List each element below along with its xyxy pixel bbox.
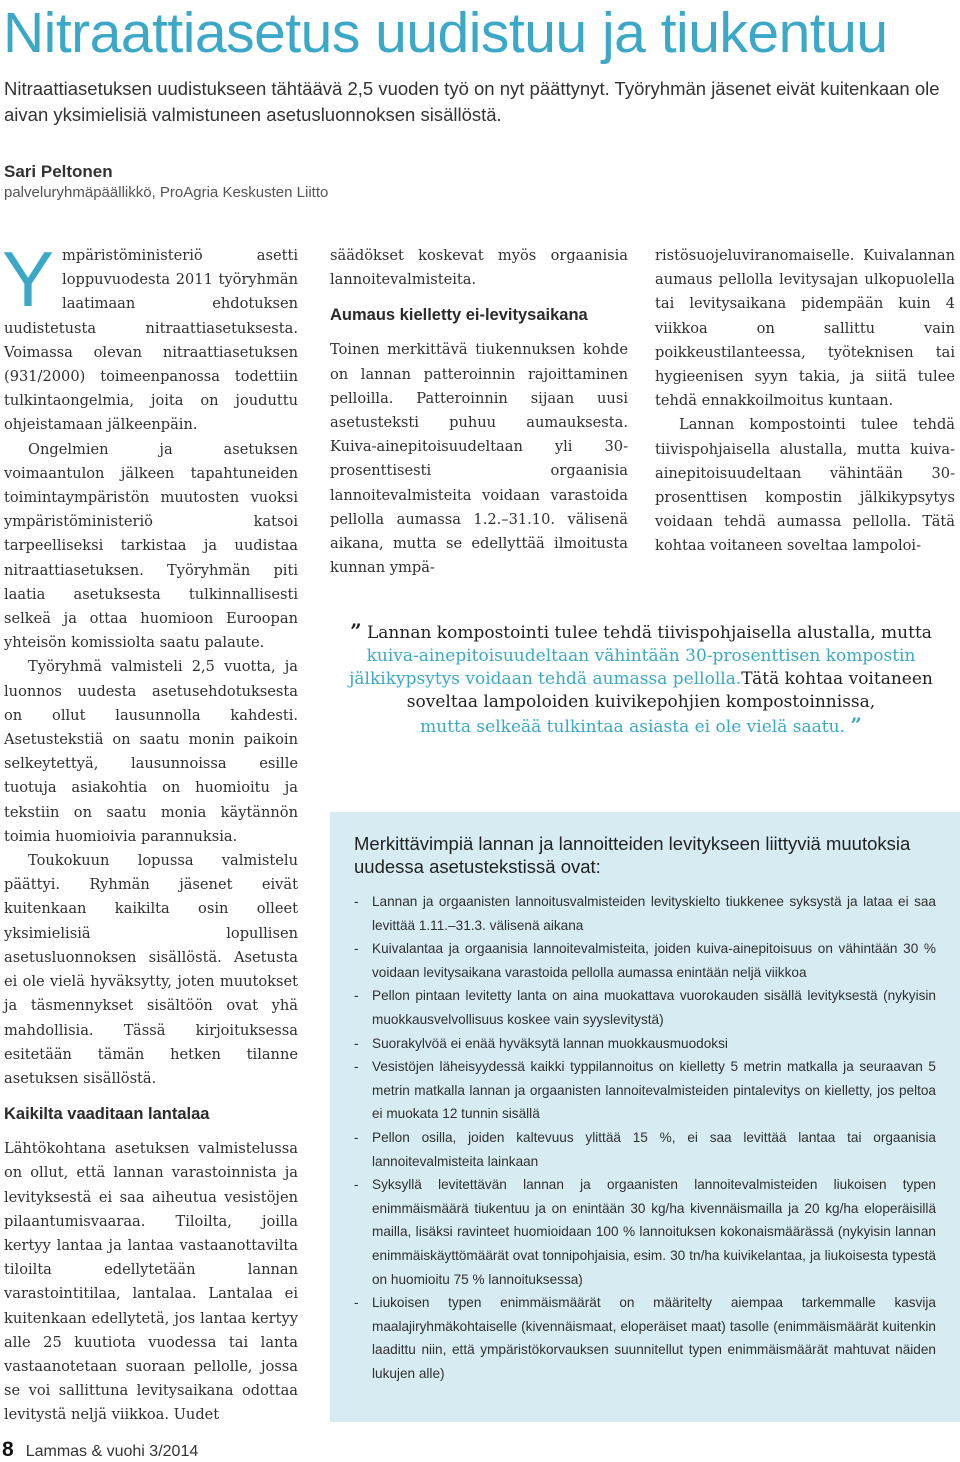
bullet-dash: - [354,941,359,957]
bullet-dash: - [354,1059,359,1075]
list-item-text: Vesistöjen läheisyydessä kaikki typpilannoitus on kielletty 5 metrin matkalla ja seuraavan 5 metrin matkalla lannan ja orgaanisten lannoitevalmisteiden pintalevitys on kielletty, jos peltoa ei muokata 12 tunnin sisällä [372,1059,936,1122]
bullet-dash: - [354,1177,359,1193]
body-paragraph [2,235,298,438]
list-item [352,1173,936,1291]
bullet-dash: - [354,1295,359,1311]
list-item [352,1291,936,1385]
open-quote-mark: ” [350,619,362,643]
list-item-text: Kuivalantaa ja orgaanisia lannoitevalmisteita, joiden kuiva-ainepitoisuus on vähintään 30 % voidaan levitysaikana varastoida pellolla aumassa enintään neljä viikkoa [372,941,936,980]
list-item [352,1055,936,1126]
list-item-text: Pellon pintaan levitetty lanta on aina muokattava vuorokauden sisällä levityksestä (nykyisin muokkausvelvollisuus koskee vain syyslevitystä) [372,988,936,1027]
list-item-text: Pellon osilla, joiden kaltevuus ylittää 15 %, ei saa levittää lantaa tai orgaanisia lannoitevalmisteita lainkaan [372,1129,936,1169]
page-number: 8 [2,1438,14,1461]
body-column-2 [330,244,628,580]
body-paragraph: Työryhmä valmisteli 2,5 vuotta, ja luonnos uudesta asetusehdotuksesta on ollut lausunnolla kahdesti. Asetustekstiä on saatu monin paikoin selkeytettyä, lausunnoissa esille tuotuja asiakohtia on huomioitu ja tekstiin on saatu monia käytännön toimia huomioivia parannuksia. [4,658,298,845]
bullet-dash: - [354,1129,359,1145]
close-quote-mark: ” [850,713,862,737]
body-paragraph-text: mpäristöministeriö asetti loppuvuodesta 2011 työryhmän laatimaan ehdotuksen uudistetusta nitraattiasetuksesta. Voimassa olevan nitraattiasetuksen (931/2000) toimeenpanossa todettiin tulkintaongelmia, joita on jouduttu ohjeistamaan jälkeenpäin. [4,247,298,434]
list-item-text: Suorakylvöä ei enää hyväksytä lannan muokkausmuodoksi [372,1035,728,1051]
list-item-text: Liukoisen typen enimmäismäärät on määritelty aiempaa tarkemmalle kasvija maalajiryhmäkohtaiselle (kivennäismaat, eloperäiset maat) tasolle (enimmäismäärät kuitenkin laadittu niin, että ympäristökorvauksen suunnitellut typen enimmäismäärät mahtuvat näiden lukujen alle) [372,1295,936,1381]
author-role: palveluryhmäpäällikkö, ProAgria Keskusten Liitto [4,184,329,201]
list-item [352,937,936,984]
bullet-dash: - [354,894,359,909]
body-paragraph: Lannan kompostointi tulee tehdä tiivispohjaisella alustalla, mutta kuiva-ainepitoisuudeltaan vähintään 30-prosenttisen kompostin jälkikypsytys voidaan tehdä aumassa pellolla. Tätä kohtaa voitaneen soveltaa lampoloi- [655,416,955,555]
pull-quote [336,620,946,739]
body-column-1 [2,235,298,1428]
drop-cap: Y [2,235,55,323]
list-item [352,1126,936,1173]
bullet-dash: - [354,1035,359,1051]
pull-quote-highlight: mutta selkeää tulkintaa asiasta ei ole vielä saatu. [420,717,845,737]
body-paragraph: Toinen merkittävä tiukennuksen kohde on lannan patteroinnin rajoittaminen pelloilla. Patteroinnin sijaan uusi asetusteksti puhuu aumauksesta. Kuiva-ainepitoisuudeltaan yli 30-prosenttisesti orgaanisia lannoitevalmisteita voidaan varastoida pellolla aumassa 1.2.–31.10. välisenä aikana, mutta se edellyttää ilmoitusta kunnan ympä- [330,341,628,577]
list-item-text: Syksyllä levitettävän lannan ja orgaanisten lannoitevalmisteiden liukoisen typen enimmäismäärä tiukentuu ja on enintään 30 kg/ha kivennäismailla ja 20 kg/ha eloperäisillä mailla, lisäksi ravinteet huomioidaan 100 % lannoituksen kokonaismäärässä (nykyisin lannan enimmäiskäyttömäärät ovat tonnipohjaisia, esim. 30 tn/ha kuivikelantaa, ja liukoisesta typestä on huomioitu 75 % lannoituksessa) [372,1177,936,1287]
pull-quote-text: Lannan kompostointi tulee tehdä tiivispohjaisella alustalla, [367,623,876,643]
list-item-text: Lannan ja orgaanisten lannoitusvalmisteiden levityskielto tiukkenee syksystä ja lataa ei saa levittää 1.11.–31.3. välisenä aikana [372,894,936,933]
pull-quote-highlight: kuiva-ainepitoisuudeltaan vähintään 30-prosenttisen kompostin jälkikypsytys voidaan tehdä aumassa pellolla. [349,646,916,689]
list-item [352,890,936,937]
body-paragraph: Lähtökohtana asetuksen valmistelussa on ollut, että lannan varastoinnista ja levityksestä ei saa aiheutua vesistöjen pilaantumisvaaraa. Tiloilta, joilla kertyy lantaa ja lantaa vastaanottavilta tiloilta edellytetään lannan varastointitilaa, lantalaa. Lantalaa ei kuitenkaan edellytetä, jos lantaa kertyy alle 25 kuutiota vuodessa tai lanta vastaanotetaan suoraan pellolle, jossa se voi sallittuna levitysaikana odottaa levitystä neljä viikkoa. Uudet [4,1140,298,1424]
body-paragraph: säädökset koskevat myös orgaanisia lannoitevalmisteita. [330,247,628,289]
info-box-title: Merkittävimpiä lannan ja lannoitteiden levitykseen liittyviä muutoksia uudessa asetustekstissä ovat: [354,833,911,877]
list-item [352,1032,936,1056]
body-paragraph: ristösuojeluviranomaiselle. Kuivalannan aumaus pellolla levitysajan ulkopuolella tai levitysaikana pidempään kuin 4 viikkoa on sallittu vain poikkeustilanteessa, työteknisen tai hygieenisen syyn takia, ja siitä tulee tehdä ennakkoilmoitus kuntaan. [655,247,955,410]
info-box [330,812,960,1422]
publication-name: Lammas & vuohi 3/2014 [25,1443,199,1460]
pull-quote-text: mutta [881,623,932,643]
list-item [352,984,936,1031]
body-column-3 [655,244,955,559]
subheading: Aumaus kielletty ei-levitysaikana [330,306,588,325]
author-name: Sari Peltonen [4,162,113,181]
article-title: Nitraattiasetus uudistuu ja tiukentuu [3,1,888,65]
body-paragraph: Toukokuun lopussa valmistelu päättyi. Ryhmän jäsenet eivät kuitenkaan kaikilta osin olleet yksimielisiä lopullisen asetusluonnoksen sisällöstä. Asetusta ei ole vielä hyväksytty, joten muutokset ja täsmennykset sisältöön ovat yhä mahdollisia. Tässä kirjoituksessa esitetään tämän hetken tilanne asetuksen sisällöstä. [4,852,298,1087]
page-footer [2,1438,198,1462]
article-lead: Nitraattiasetuksen uudistukseen tähtäävä 2,5 vuoden työ on nyt päättynyt. Työryhmän jäsenet eivät kuitenkaan ole aivan yksimielisiä valmistuneen asetusluonnoksen sisällöstä. [4,78,940,125]
info-box-list [352,890,936,1385]
bullet-dash: - [354,988,359,1004]
subheading: Kaikilta vaaditaan lantalaa [4,1105,210,1124]
pull-quote-text: Tätä kohtaa voitaneen soveltaa lampoloiden kuivikepohjien kompostoinnissa, [406,669,933,712]
body-paragraph: Ongelmien ja asetuksen voimaantulon jälkeen tapahtuneiden toimintaympäristön muutosten vuoksi ympäristöministeriö katsoi tarpeelliseksi tarkistaa ja uudistaa nitraattiasetuksen. Työryhmän piti laatia asetuksesta tulkinnallisesti selkeä ja ottaa huomioon Euroopan yhteisön komissiolta saatu palaute. [4,440,298,652]
